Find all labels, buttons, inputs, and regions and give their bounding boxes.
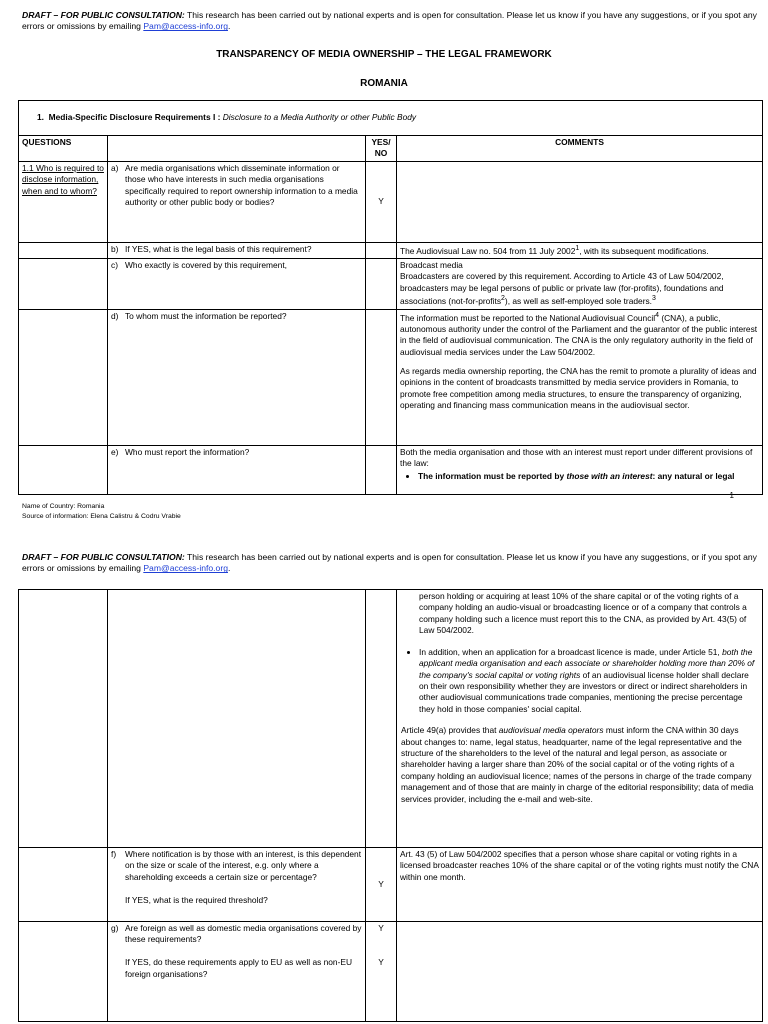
comment-a (397, 161, 763, 242)
question-f: Where notification is by those with an interest, is this dependent on the size or scale of the interest, e.g. only where a shareholding exceeds a certain size or percentage? (125, 849, 362, 882)
question-a: Are media organisations which disseminate information or those who have interests in such media organisations specifically required to report ownership information to a media authority or other public body or bodies? (125, 162, 358, 208)
footer-country: Name of Country: Romania (22, 503, 105, 510)
question-c: Who exactly is covered by this requirement, (125, 260, 287, 271)
table-row: f) Where notification is by those with an interest, is this dependent on the size or scale of the interest, e.g. only where a shareholding exceeds a certain size or percentage? If YES, what is the required threshold? Y Art. 43 (5) of Law 504/2002 specifies that a person whose share capital or voting rights in a licensed broadcaster reaches 10% of the share capital or of the voting rights must notify the CNA within one month. (19, 848, 763, 922)
comment-d: The information must be reported to the National Audiovisual Council$^4$ (CNA), a public, autonomous authority under the control of the Parliament and the guarantor of the public interest in the field of audiovisual communication. The CNA is the only regulatory authority in the field of audiovisual media services under the Law 504/2002. As regards media ownership reporting, the CNA has the remit to promote a plurality of ideas and opinions in the content of broadcasts transmitted by media service providers in Romania, to promote free competition among media structures, to ensure the transparency of organizing, operating and financing mass communication means in the audiovisual sector. (397, 309, 763, 445)
table-row: g) Are foreign as well as domestic media organisations covered by these requirements? If YES, do these requirements apply to EU as well as non-EU foreign organisations? Y Y (19, 922, 763, 1022)
question-e: Who must report the information? (125, 446, 250, 457)
header-comments: COMMENTS (397, 136, 763, 162)
comment-g (397, 922, 763, 1022)
header-questions: QUESTIONS (19, 136, 108, 162)
answer-f: Y (366, 848, 397, 922)
question-g: Are foreign as well as domestic media organisations covered by these requirements? (125, 923, 362, 945)
draft-text: This research has been carried out by national experts and is open for consultation. Please let us know if you have any suggestions, or if you spot any errors or omissions by emailing (22, 10, 757, 32)
section-heading: 1. Media-Specific Disclosure Requirements I : Disclosure to a Media Authority or other Public Body (19, 101, 763, 136)
page-number: 1 (729, 491, 734, 500)
header-yesno: YES/ NO (366, 136, 397, 162)
question-1-1: 1.1 Who is required to disclose information, when and to whom? (19, 161, 108, 242)
comment-b: The Audiovisual Law no. 504 from 11 July 2002$^1$, with its subsequent modifications. (397, 242, 763, 258)
comment-f: Art. 43 (5) of Law 504/2002 specifies that a person whose share capital or voting rights in a licensed broadcaster reaches 10% of the share capital or of the voting rights must notify the CNA within one month. (397, 848, 763, 922)
draft-label: DRAFT – FOR PUBLIC CONSULTATION: (22, 10, 185, 20)
answer-g: Y Y (366, 922, 397, 1022)
table-row: d) To whom must the information be reported? The information must be reported to the National Audiovisual Council$^4$ (CNA), a public, autonomous authority under the control of the Parliament and the guarantor of the public interest in the field of audiovisual communication. The CNA is the only regulatory authority in the field of audiovisual media services under the Law 504/2002. As regards media ownership reporting, the CNA has the remit to promote a plurality of ideas and opinions in the content of broadcasts transmitted by media service providers in Romania, to promote free competition among media structures, to ensure the transparency of organizing, operating and financing mass communication means in the audiovisual sector. (19, 309, 763, 445)
comment-e: Both the media organisation and those with an interest must report under different provisions of the law: • The information must be reported by those with an interest: any natural or legal (397, 445, 763, 494)
comment-c: Broadcast media Broadcasters are covered by this requirement. According to Article 43 of Law 504/2002, broadcasters may be legal persons of public or private law (for-profits), foundations and associations (not-for-profits$^2$), as well as self-employed sole traders.$^3$ (397, 259, 763, 309)
comment-e-continued: person holding or acquiring at least 10% of the share capital or of the voting rights of a company holding an audio-visual or broadcasting licence or of a company that controls a company holding such a licence must report this to the CNA, as provided by Art. 43(5) of Law 504/2002. • In addition, when an application for a broadcast licence is made, under Article 51, both the applicant media organisation and each associate or shareholder holding more than 20% of the company's social capital or voting rights of an audiovisual license holder shall declare on their own responsibility whether they are investors or direct or indirect shareholders in other audiovisual communications trade companies, mentioning the precise percentage they hold in those companies' social capital. Article 49(a) provides that audiovisual media operators must inform the CNA within 30 days about changes to: name, legal status, headquarter, name of the legal representative and the structure of the shareholders to the level of the natural and legal person, as associate or shareholder having a larger share than 20% of the social capital or of the voting rights of a company holding an audiovisual licence; names of the persons in charge of the trade company management and of those that are mainly in charge of the editorial responsibility; data of media services provider, including the e-mail and web-site. (397, 590, 763, 848)
draft-notice-page2: DRAFT – FOR PUBLIC CONSULTATION: This research has been carried out by national experts and is open for consultation. Please let us know if you have any suggestions, or if you spot any errors or omissions by emailing Pam@access-info.org. (22, 552, 757, 574)
table-row: 1.1 Who is required to disclose information, when and to whom? a) Are media organisations which disseminate information or those who have interests in such media organisations specifically required to report ownership information to a media authority or other public body or bodies? Y (19, 161, 763, 242)
email-link[interactable]: Pam@access-info.org (143, 563, 228, 574)
table-header-row (19, 136, 763, 162)
table-row: e) Who must report the information? Both the media organisation and those with an interest must report under different provisions of the law: • The information must be reported by those with an interest: any natural or legal (19, 445, 763, 494)
email-link[interactable]: Pam@access-info.org (143, 21, 228, 32)
footer-source: Source of information: Elena Calistru & Codru Vrabie (22, 512, 181, 520)
table-row (19, 590, 763, 848)
table-row: b) If YES, what is the legal basis of this requirement? The Audiovisual Law no. 504 from 11 July 2002$^1$, with its subsequent modifications. (19, 242, 763, 258)
country-heading: ROMANIA (360, 78, 408, 89)
disclosure-table-page2 (18, 589, 763, 1022)
disclosure-table-page1 (18, 100, 763, 495)
question-b: If YES, what is the legal basis of this requirement? (125, 243, 312, 254)
question-d: To whom must the information be reported? (125, 310, 287, 321)
footer (22, 502, 181, 521)
answer-a: Y (366, 161, 397, 242)
draft-notice: DRAFT – FOR PUBLIC CONSULTATION: This research has been carried out by national experts and is open for consultation. Please let us know if you have any suggestions, or if you spot any errors or omissions by emailing Pam@access-info.org. (22, 10, 757, 32)
document-title: TRANSPARENCY OF MEDIA OWNERSHIP – THE LEGAL FRAMEWORK (216, 49, 552, 60)
table-row: c) Who exactly is covered by this requirement, Broadcast media Broadcasters are covered by this requirement. According to Article 43 of Law 504/2002, broadcasters may be legal persons of public or private law (for-profits), foundations and associations (not-for-profits$^2$), as well as self-employed sole traders.$^3$ (19, 259, 763, 309)
